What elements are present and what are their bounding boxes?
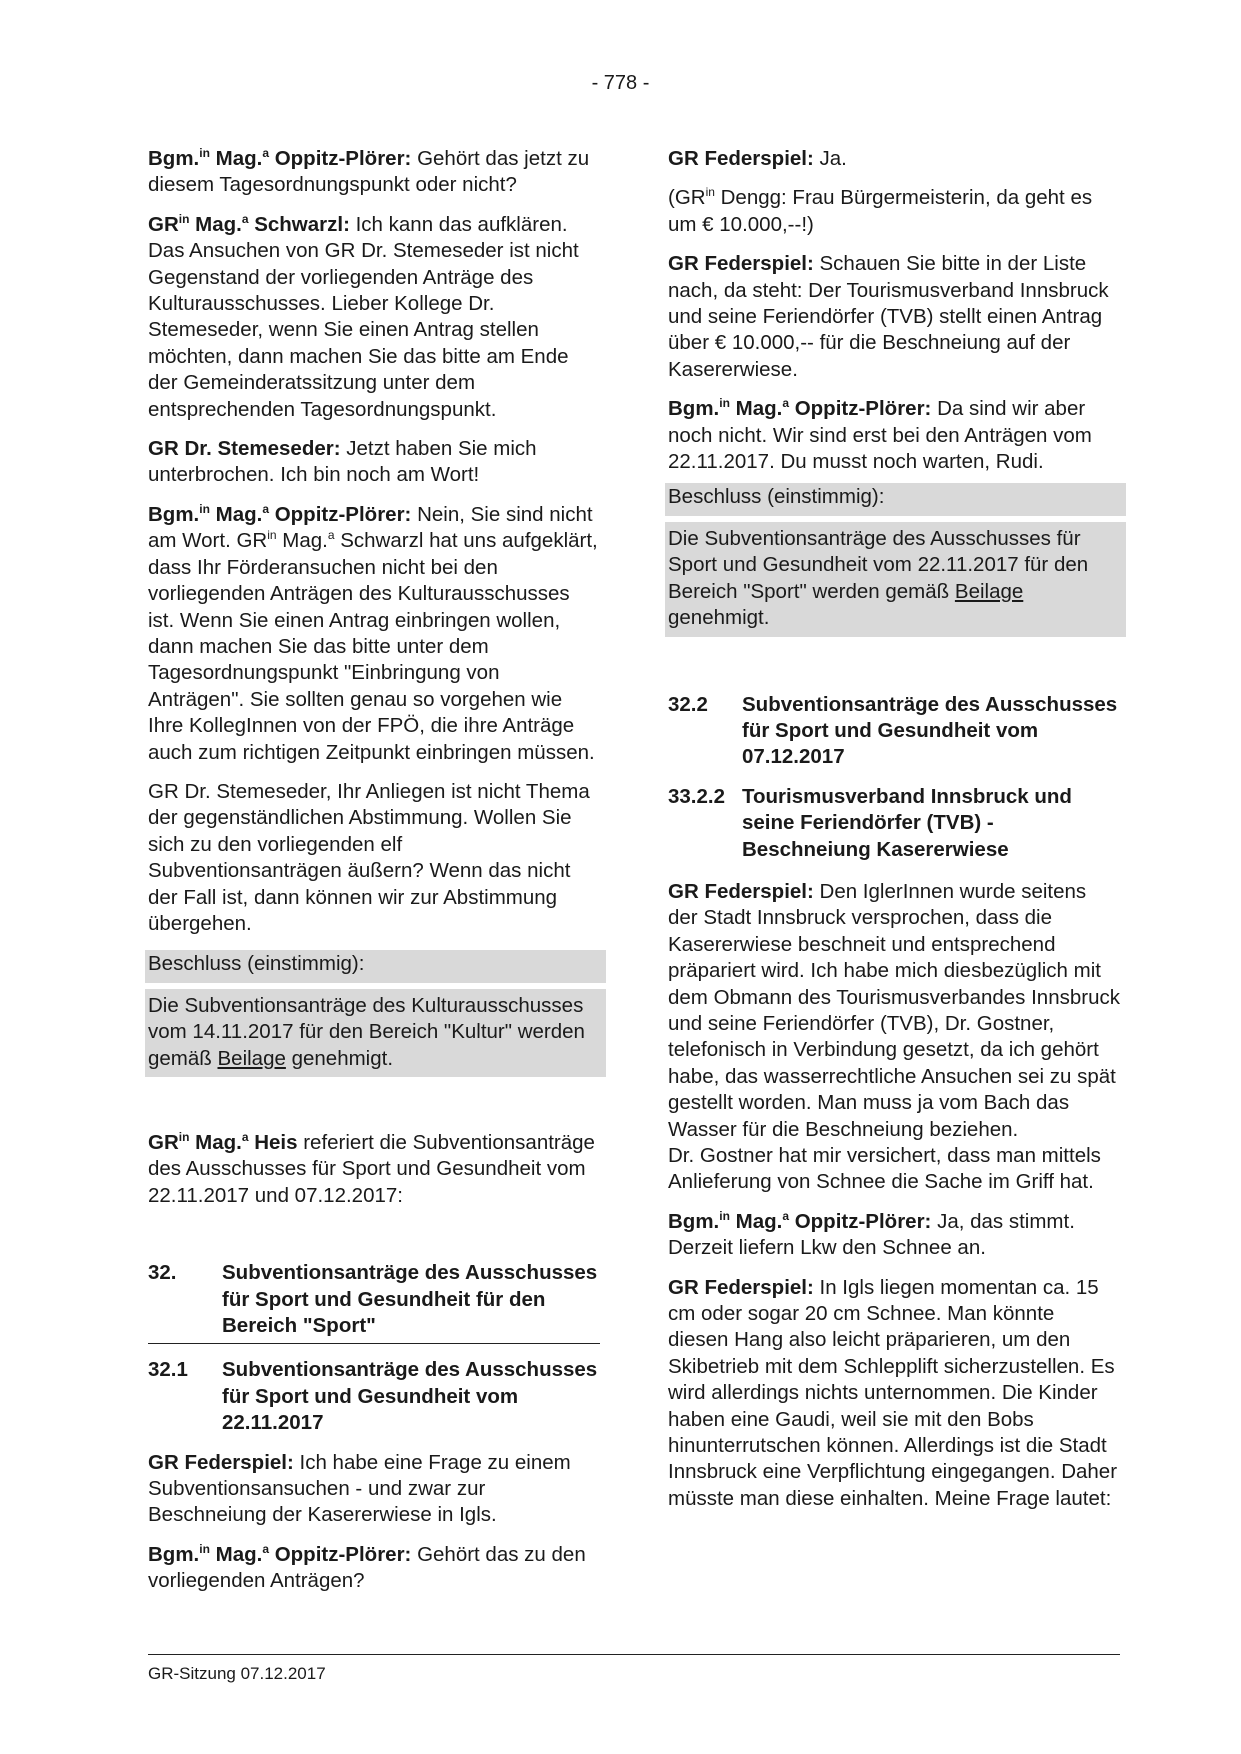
resolution-text: Die Subventionsanträge des Ausschusses für Sport und Gesundheit vom 22.11.2017 für den Bereich "Sport" werden gemäß Beilage genehmigt. <box>665 522 1126 637</box>
paragraph: Bgm.$^{in}$ Mag.$^a$ Oppitz-Plörer: Gehört das zu den vorliegenden Anträgen? <box>148 1542 586 1593</box>
resolution-text: Die Subventionsanträge des Kulturausschusses vom 14.11.2017 für den Bereich "Kultur" werden gemäß Beilage genehmigt. <box>145 989 606 1077</box>
speaker: GR Dr. Stemeseder: <box>148 437 341 461</box>
right-column <box>668 146 1120 1525</box>
speaker: GR Federspiel: <box>668 252 814 276</box>
paragraph: Bgm.$^{in}$ Mag.$^a$ Oppitz-Plörer: Gehört das jetzt zu diesem Tagesordnungspunkt oder nicht? <box>148 146 590 197</box>
paragraph: GR Dr. Stemeseder, Ihr Anliegen ist nicht Thema der gegenständlichen Abstimmung. Wollen Sie sich zu den vorliegenden elf Subventionsanträgen äußern? Wenn das nicht der Fall ist, dann können wir zur Abstimmung übergehen. <box>148 779 590 935</box>
speaker: Bgm.$^{in}$ Mag.$^a$ Oppitz-Plörer: <box>148 146 412 170</box>
speaker: Bgm.$^{in}$ Mag.$^a$ Oppitz-Plörer: <box>148 502 412 526</box>
section-heading: 32.2 Subventionsanträge des Ausschusses für Sport und Gesundheit vom 07.12.2017 <box>668 692 1118 769</box>
speaker: GR Federspiel: <box>148 1450 294 1474</box>
paragraph: ($GR^{in}$ Dengg: Frau Bürgermeisterin, da geht es um € 10.000,--!) <box>668 185 1093 236</box>
resolution-label: Beschluss (einstimmig): <box>665 483 1126 515</box>
beilage-link[interactable]: Beilage <box>954 579 1024 603</box>
paragraph: $GR^{in}$ Mag.$^a$ Heis referiert die Subventionsanträge des Ausschusses für Sport und Gesundheit vom 22.11.2017 und 07.12.2017: <box>148 1130 595 1207</box>
paragraph: GR Federspiel: Schauen Sie bitte in der Liste nach, da steht: Der Tourismusverband Innsbruck und seine Feriendörfer (TVB) stellt einen Antrag über € 10.000,-- für die Beschneiung auf der Kasererwiese. <box>668 252 1109 381</box>
section-heading: 32. Subventionsanträge des Ausschusses für Sport und Gesundheit für den Bereich "Sport" <box>148 1261 598 1338</box>
speaker: GR Federspiel: <box>668 147 814 170</box>
paragraph: GR Federspiel: Den IglerInnen wurde seitens der Stadt Innsbruck versprochen, dass die Kasererwiese beschneit und entsprechend präpariert wird. Ich habe mich diesbezüglich mit dem Obmann des Tourismusverbandes Innsbruck und seine Feriendörfer (TVB), Dr. Gostner, telefonisch in Verbindung gesetzt, da ich gehört habe, das wasserrechtliche Ansuchen sei zu spät gestellt worden. Man muss ja vom Bach das Wasser für die Beschneiung beziehen. Dr. Gostner hat mir versichert, dass man mittels Anlieferung von Schnee die Sache im Griff hat. <box>668 879 1120 1194</box>
section-heading: 32.1 Subventionsanträge des Ausschusses für Sport und Gesundheit vom 22.11.2017 <box>148 1358 598 1435</box>
footer-rule <box>148 1654 1120 1655</box>
paragraph: $GR^{in}$ Mag.$^a$ Schwarzl: Ich kann das aufklären. Das Ansuchen von GR Dr. Stemeseder ist nicht Gegenstand der vorliegenden Anträge des Kulturausschusses. Lieber Kollege Dr. Stemeseder, wenn Sie einen Antrag stellen möchten, dann machen Sie das bitte am Ende der Gemeinderatssitzung unter dem entsprechenden Tagesordnungspunkt. <box>148 211 579 421</box>
paragraph: GR Federspiel: Ich habe eine Frage zu einem Subventionsansuchen - und zwar zur Beschneiung der Kasererwiese in Igls. <box>148 1450 571 1527</box>
speaker: $GR^{in}$ Mag.$^a$ Heis <box>148 1130 298 1154</box>
page-number: - 778 - <box>591 72 650 94</box>
section-heading: 33.2.2 Tourismusverband Innsbruck und seine Feriendörfer (TVB) - Beschneiung Kasererwiese <box>668 784 1072 861</box>
paragraph: GR Dr. Stemeseder: Jetzt haben Sie mich unterbrochen. Ich bin noch am Wort! <box>148 437 537 487</box>
speaker: $GR^{in}$ Mag.$^a$ Schwarzl: <box>148 211 350 236</box>
paragraph: Bgm.$^{in}$ Mag.$^a$ Oppitz-Plörer: Nein, Sie sind nicht am Wort. $GR^{in}$ Mag.$^a$ Schwarzl hat uns aufgeklärt, dass Ihr Förderansuchen nicht bei den vorliegenden Anträgen des Kulturausschusses ist. Wenn Sie einen Antrag einbringen wollen, dann machen Sie das bitte unter dem Tagesordnungspunkt "Einbringung von Anträgen". Sie sollten genau so vorgehen wie Ihre KollegInnen von der FPÖ, die ihre Anträge auch zum richtigen Zeitpunkt einbringen müssen. <box>148 502 598 764</box>
speaker: Bgm.$^{in}$ Mag.$^a$ Oppitz-Plörer: <box>668 1208 932 1233</box>
paragraph: GR Federspiel: Ja. <box>668 147 847 170</box>
paragraph: Bgm.$^{in}$ Mag.$^a$ Oppitz-Plörer: Ja, das stimmt. Derzeit liefern Lkw den Schnee an. <box>668 1208 1075 1260</box>
speaker: Bgm.$^{in}$ Mag.$^a$ Oppitz-Plörer: <box>148 1542 412 1566</box>
beilage-link[interactable]: Beilage <box>217 1046 286 1070</box>
left-column <box>148 146 600 1608</box>
speaker: GR Federspiel: <box>668 879 814 903</box>
speaker: GR Federspiel: <box>668 1275 814 1299</box>
footer: GR-Sitzung 07.12.2017 <box>148 1664 326 1683</box>
resolution-label: Beschluss (einstimmig): <box>145 950 606 982</box>
paragraph: Bgm.$^{in}$ Mag.$^a$ Oppitz-Plörer: Da sind wir aber noch nicht. Wir sind erst bei den Anträgen vom 22.11.2017. Du musst noch warten, Rudi. <box>668 396 1092 474</box>
heading-rule <box>148 1343 600 1344</box>
speaker: Bgm.$^{in}$ Mag.$^a$ Oppitz-Plörer: <box>668 396 932 421</box>
paragraph: GR Federspiel: In Igls liegen momentan ca. 15 cm oder sogar 20 cm Schnee. Man könnte diesen Hang also leicht präparieren, um den Skibetrieb mit dem Schlepplift sicherzustellen. Es wird allerdings nichts unternommen. Die Kinder haben eine Gaudi, weil sie mit den Bobs hinunterrutschen können. Allerdings ist die Stadt Innsbruck eine Verpflichtung eingegangen. Daher müsste man diese einhalten. Meine Frage lautet: <box>668 1275 1118 1510</box>
